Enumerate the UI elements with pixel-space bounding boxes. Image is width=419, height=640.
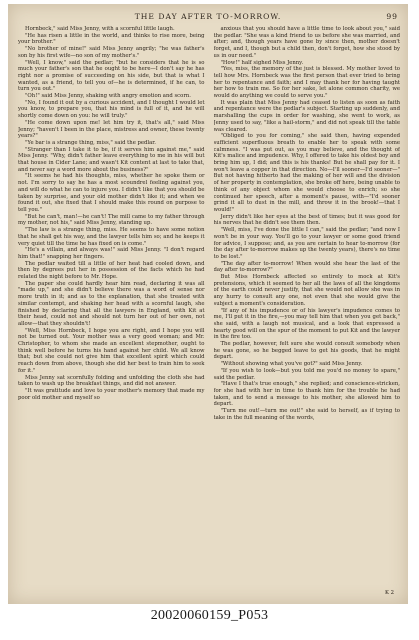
- paragraph: "But he can't, man!—he can't! The mill came to my father through my mother, not his," said Miss Jenny, standing up.: [18, 213, 205, 227]
- paragraph: "Ye bar is a strange thing, miss," said the pedlar.: [25, 139, 156, 146]
- paragraph: anxious that you should have a little time to look about you," said the pedlar. "She was a kind friend to us before she was married, and after; and, though years have gone by since then, mother doesn't forget, and I, though but a child then, don't forget, how she stood by us in our need.": [213, 26, 400, 59]
- paragraph: "Stranger than I take it to be, if it serves him against me," said Miss Jenny. "Why, didn't father leave everything to me in his will but that house in Cider Lane; and wasn't Kit content at last to take that, and never say a word more about the business?": [18, 146, 205, 173]
- paragraph: "He has risen a little in the world, and thinks to rise more, being your brother.": [18, 32, 205, 46]
- paragraph: The paper she could hardly hear him read, declaring it was all "made up," and she didn't believe there was a word of sense nor more truth in it; and as to the explanation, that she treated with similar contempt, and shaking her head with a scornful laugh, she finished by declaring that all the lawyers in England, with Kit at their head, could not and should not turn her out of her own, not allow—that they shouldn't!: [18, 280, 205, 327]
- running-header: [18, 12, 398, 24]
- paragraph: "How!" half sighed Miss Jenny.: [220, 59, 304, 66]
- paragraph: But Miss Hornbeck affected so entirely to mock at Kit's pretensions, which it seemed to her all the laws of all the kingdoms of the earth could never justify, that she would not allow she was in any hurry to consult any one, not even that she would give the subject a moment's consideration.: [213, 274, 400, 307]
- paragraph: "Well, I know," said the pedlar; "but he considers that he is so much your father's son that he ought to be here—I don't say he has right nor a promise of succeeding on his side, but that is what I wanted, as a friend, to tell you of—he is determined, if he can, to turn you out.": [18, 59, 205, 93]
- page-number: 99: [386, 12, 398, 21]
- paragraph: The pedlar waited till a little of her heat had cooled down, and then by degrees put her in possession of the facts which he had related the night before to Mr. Hope.: [18, 260, 205, 281]
- paragraph: "Well, miss, I've done the little I can," said the pedlar; "and now I won't be in your way. You'll go to your lawyer or some good friend for advice, I suppose; and, as you are certain to hear to-morrow (for the day after to-morrow makes up the twenty years), there's no time to be lost.": [213, 227, 400, 260]
- paragraph: "He's a villain, and always was!" said Miss Jenny. "I don't regard him that!" snapping her fingers.: [18, 247, 205, 260]
- paragraph: "No, I found it out by a curious accident, and I thought I would let you know, to prepare you, that his mind is full of it, and he will shortly come down on you: he will truly.": [18, 99, 205, 120]
- paragraph: "Obliged to you for coming," she said then, having expended sufficient superfluous breath to enable her to speak with some calmness. "I was put out, as you may believe, and the thought of Kit's malice and impudence. Why, I offered to take his oldest boy and bring him up, I did; and this is his thanks! But he shall pay for it. I won't leave a copper in that direction. No—I'll sooner—I'd sooner—" But not having hitherto had the making of her will and the division of her property in contemplation, she broke off here, being unable to think of any object whom she would choose to enrich; so she continued her speech, after a moment's pause, with—"I'd sooner grind it all to dust in the mill, and throw it in the brook!—that I would!": [213, 133, 400, 213]
- paragraph: "No brother of mine!" said Miss Jenny angrily; "he was father's son by his first wife—no son of my mother's.": [18, 46, 205, 59]
- paragraph: "Yes, miss, the memory of the just is blessed. My mother loved to tell how Mrs. Hornbeck was the first person that ever tried to bring her to repentance and faith; and I may thank her for having taught her how to train me. So for her sake, let alone common charity, we would do anything we could to serve you.": [213, 66, 400, 100]
- running-title: THE DAY AFTER TO-MORROW.: [134, 12, 282, 21]
- paragraph: "It seems he had his thoughts, miss, whether he spoke them or not. I'm sorry to say he has a most scoundrel feeling against you, and will do what he can to injure you. I didn't like that you should be taken by surprise, and your old mother didn't like it; and when we found it out, she fixed that I should make this round on purpose to tell you.": [18, 173, 205, 213]
- paragraph: "Turn me out!—turn me out!" she said to herself, as if trying to take in the full meaning of the words,: [213, 408, 400, 421]
- paragraph: "If any of his impudence or of his lawyer's impudence comes to me, I'll put it in the fire,—you may tell him that when you get back," she said, with a laugh not musical, and a look that expressed a hearty good will on the spur of the moment to put Kit and the lawyer in the fire too.: [213, 307, 400, 341]
- paragraph: "It was gratitude and love to your mother's memory that made my poor old mother and myself so: [18, 387, 205, 401]
- paragraph: "Have I that's true enough," she replied; and conscience-stricken, for she had with her in time to thank him for the trouble he had taken, and to send a message to his mother, she allowed him to depart.: [213, 381, 400, 408]
- signature-mark: K 2: [384, 590, 394, 596]
- paragraph: "He come down upon me! let him try it, that's all," said Miss Jenny; "haven't I been in the place, mistress and owner, these twenty years?": [18, 119, 205, 140]
- book-page: [8, 4, 408, 604]
- paragraph: "Well, Miss Hornbeck, I hope you are right, and I hope you will not be turned out. Your mother was a very good woman; and Mr. Christopher, to whom she made an excellent stepmother, ought to think well before he turns his hand against her child. We all know that; but she could not give him that excellent spirit which could reach down from above, though she did her best to train him to seek for it.": [18, 327, 205, 374]
- text-columns: [18, 26, 400, 594]
- paragraph: The pedlar, however, felt sure she would consult somebody when he was gone, so he begged leave to get his goods, that he might depart.: [213, 341, 400, 361]
- right-column: [214, 26, 401, 594]
- image-caption: 20020060159_P053: [150, 608, 269, 623]
- paragraph: Miss Jenny sat scornfully folding and unfolding the cloth she had taken to wash up the breakfast things, and did not answer.: [18, 374, 205, 388]
- paragraph: "Oh!" said Miss Jenny, shaking with angry emotion and scorn.: [25, 93, 191, 100]
- paragraph: Jerry didn't like her eyes at the best of times; but it was good for his nerves that he didn't see them then.: [213, 213, 400, 227]
- left-column: [18, 26, 205, 594]
- paragraph: "Without showing what you've got?" said Miss Jenny.: [220, 361, 363, 368]
- paragraph: "The day after to-morrow! When would she hear the last of the day after to-morrow?": [213, 260, 400, 274]
- paragraph: It was plain that Miss Jenny had ceased to listen as soon as faith and repentance were the pedlar's subject. Starting up suddenly, and marshalling the cups in order for washing, she went to work, as Jenny used to say, "like a hail-storm," and did not speak till the table was cleared.: [213, 99, 400, 133]
- paragraph: "The law is a strange thing, miss. He seems to have some notion that he shall get his way, and the lawyer tells him so; and he keeps it very quiet till the time he has fixed on is come.": [18, 227, 205, 247]
- paragraph: "If you wish to look—but you told me you'd no money to spare," said the pedlar.: [213, 367, 400, 381]
- paragraph: Hornbeck," said Miss Jenny, with a scornful little laugh.: [25, 26, 175, 32]
